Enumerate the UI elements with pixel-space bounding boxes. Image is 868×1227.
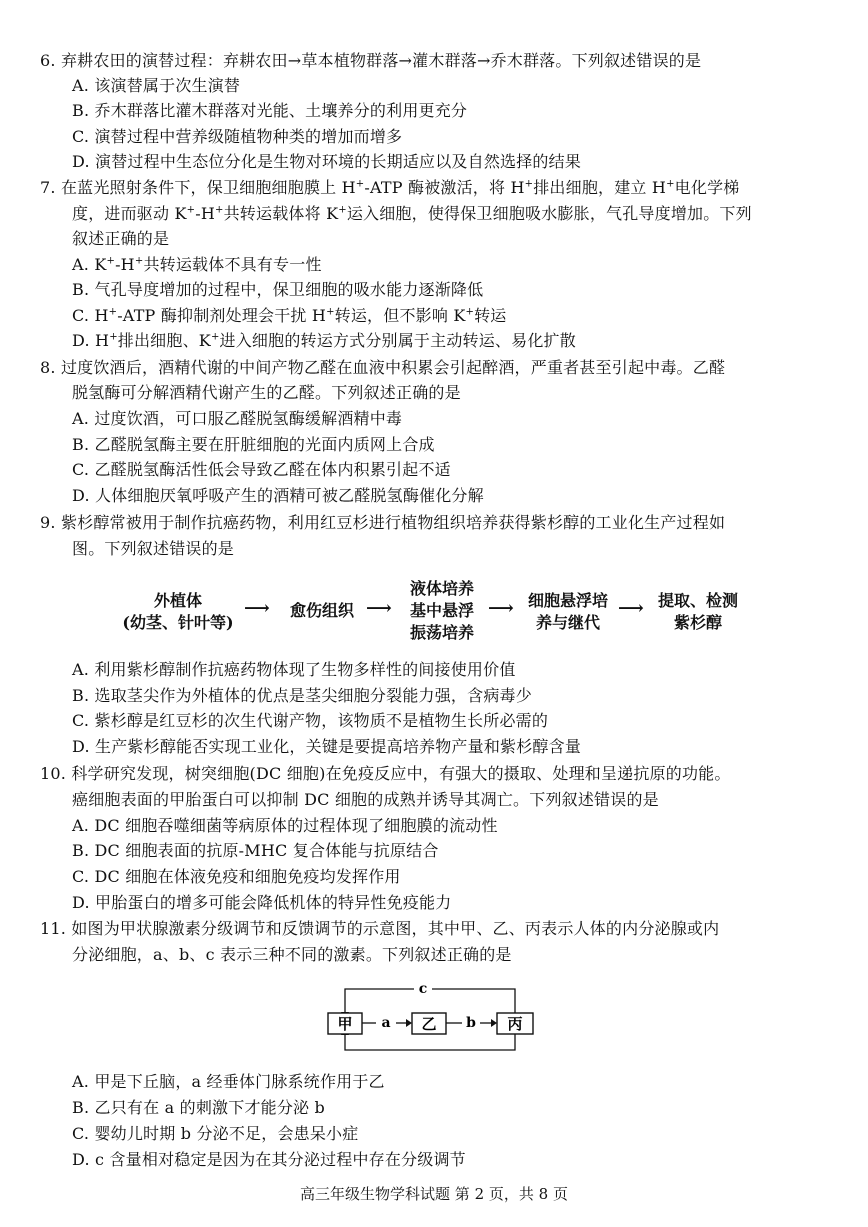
q7-option-c: C. H+-ATP 酶抑制剂处理会干扰 H+转运，但不影响 K+转运 [72, 306, 507, 325]
q11-stem-line1: 11. 如图为甲状腺激素分级调节和反馈调节的示意图，其中甲、乙、丙表示人体的内分泌腺或内 [40, 919, 720, 938]
q10-option-b: B. DC 细胞表面的抗原-MHC 复合体能与抗原结合 [72, 841, 439, 860]
q10-stem-line1: 10. 科学研究发现，树突细胞(DC 细胞)在免疫反应中，有强大的摄取、处理和呈递抗原的功能。 [40, 764, 731, 783]
q7-option-b: B. 气孔导度增加的过程中，保卫细胞的吸水能力逐渐降低 [72, 280, 484, 299]
q11-option-c: C. 婴幼儿时期 b 分泌不足，会患呆小症 [72, 1124, 359, 1143]
flow-step-liquid-culture: 液体培养 基中悬浮 振荡培养 [409, 579, 474, 642]
q8-option-b: B. 乙醛脱氢酶主要在肝脏细胞的光面内质网上合成 [72, 435, 435, 454]
q8-option-c: C. 乙醛脱氢酶活性低会导致乙醛在体内积累引起不适 [72, 460, 451, 479]
q8-option-d: D. 人体细胞厌氧呼吸产生的酒精可被乙醛脱氢酶催化分解 [72, 486, 484, 505]
q7-stem-line1: 7. 在蓝光照射条件下，保卫细胞细胞膜上 H+-ATP 酶被激活，将 H+排出细胞，建立 H+电化学梯 [40, 178, 740, 197]
q10-option-a: A. DC 细胞吞噬细菌等病原体的过程体现了细胞膜的流动性 [72, 816, 498, 835]
q9-stem-line1: 9. 紫杉醇常被用于制作抗癌药物，利用红豆杉进行植物组织培养获得紫杉醇的工业化生产过程如 [40, 513, 726, 532]
q9-option-a: A. 利用紫杉醇制作抗癌药物体现了生物多样性的间接使用价值 [72, 660, 516, 679]
node-yi: 乙 [421, 1015, 437, 1033]
q7-stem-line2: 度，进而驱动 K+-H+共转运载体将 K+运入细胞，使得保卫细胞吸水膨胀，气孔导度增加。下列 [72, 204, 752, 223]
q7-stem-line3: 叙述正确的是 [72, 229, 170, 248]
q10-option-c: C. DC 细胞在体液免疫和细胞免疫均发挥作用 [72, 867, 401, 886]
q8-stem-line1: 8. 过度饮酒后，酒精代谢的中间产物乙醛在血液中积累会引起醉酒，严重者甚至引起中毒。乙醛 [40, 358, 726, 377]
node-bing: 丙 [507, 1015, 523, 1033]
q6-stem: 6. 弃耕农田的演替过程：弃耕农田→草本植物群落→灌木群落→乔木群落。下列叙述错误的是 [40, 51, 702, 70]
q11-feedback-diagram [320, 976, 540, 1056]
q9-option-c: C. 紫杉醇是红豆杉的次生代谢产物，该物质不是植物生长所必需的 [72, 711, 549, 730]
q11-option-b: B. 乙只有在 a 的刺激下才能分泌 b [72, 1098, 325, 1117]
page-footer: 高三年级生物学科试题 第 2 页，共 8 页 [300, 1185, 568, 1203]
q10-stem-line2: 癌细胞表面的甲胎蛋白可以抑制 DC 细胞的成熟并诱导其凋亡。下列叙述错误的是 [72, 790, 659, 809]
flow-step-extract: 提取、检测 紫杉醇 [657, 591, 738, 632]
q11-option-a: A. 甲是下丘脑，a 经垂体门脉系统作用于乙 [72, 1072, 385, 1091]
q9-option-d: D. 生产紫杉醇能否实现工业化，关键是要提高培养物产量和紫杉醇含量 [72, 737, 582, 756]
q9-option-b: B. 选取茎尖作为外植体的优点是茎尖细胞分裂能力强，含病毒少 [72, 686, 532, 705]
q8-stem-line2: 脱氢酶可分解酒精代谢产生的乙醛。下列叙述正确的是 [72, 383, 461, 402]
flow-arrow-icon: ⟶ [618, 598, 644, 619]
q11-stem-line2: 分泌细胞，a、b、c 表示三种不同的激素。下列叙述正确的是 [72, 945, 512, 964]
q9-stem-line2: 图。下列叙述错误的是 [72, 539, 235, 558]
q6-option-c: C. 演替过程中营养级随植物种类的增加而增多 [72, 127, 403, 146]
q10-option-d: D. 甲胎蛋白的增多可能会降低机体的特异性免疫能力 [72, 893, 452, 912]
q6-option-a: A. 该演替属于次生演替 [72, 76, 241, 95]
q7-option-d: D. H+排出细胞、K+进入细胞的转运方式分别属于主动转运、易化扩散 [72, 331, 576, 350]
flow-arrow-icon: ⟶ [244, 598, 270, 619]
flow-arrow-icon: ⟶ [488, 598, 514, 619]
q6-option-b: B. 乔木群落比灌木群落对光能、土壤养分的利用更充分 [72, 101, 468, 120]
flow-step-explant: 外植体 (幼茎、针叶等) [122, 591, 234, 632]
q11-option-d: D. c 含量相对稳定是因为在其分泌过程中存在分级调节 [72, 1150, 466, 1169]
label-c: c [418, 981, 428, 997]
flow-arrow-icon: ⟶ [366, 598, 392, 619]
label-a: a [381, 1015, 391, 1031]
q8-option-a: A. 过度饮酒，可口服乙醛脱氢酶缓解酒精中毒 [72, 409, 403, 428]
flow-step-callus: 愈伤组织 [289, 601, 354, 620]
flow-step-suspension: 细胞悬浮培 养与继代 [527, 591, 608, 632]
label-b: b [466, 1015, 476, 1031]
q7-option-a: A. K+-H+共转运载体不具有专一性 [72, 255, 322, 274]
q6-option-d: D. 演替过程中生态位分化是生物对环境的长期适应以及自然选择的结果 [72, 152, 582, 171]
node-jia: 甲 [337, 1015, 353, 1033]
